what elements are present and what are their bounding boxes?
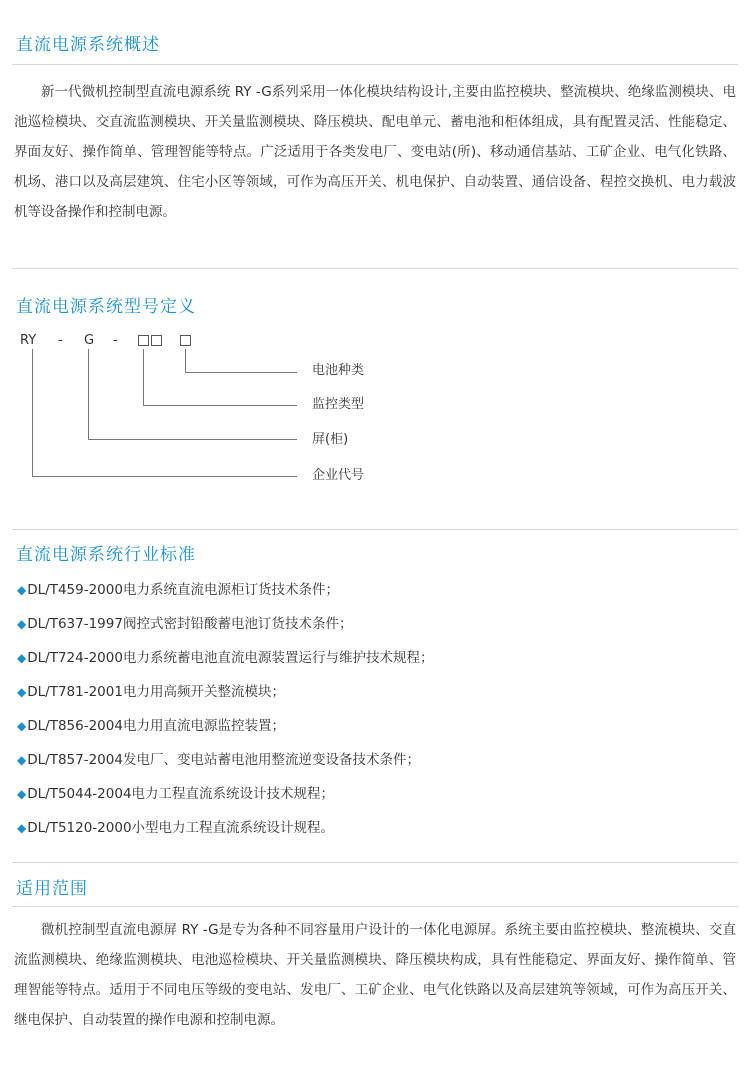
code-dash-1: -	[58, 333, 63, 348]
standard-item	[17, 675, 433, 709]
code-battery-box	[180, 333, 193, 349]
scope-divider	[12, 906, 738, 907]
standard-text: DL/T856-2004电力用直流电源监控装置；	[27, 718, 285, 734]
standard-item	[17, 641, 433, 675]
connector-monitor-v	[143, 349, 144, 405]
diamond-bullet-icon: ◆	[17, 651, 27, 665]
connector-company-h	[32, 476, 297, 477]
standard-item	[17, 709, 433, 743]
standard-text: DL/T781-2001电力用高频开关整流模块；	[27, 684, 285, 700]
code-monitor-boxes	[138, 333, 164, 349]
standard-item	[17, 607, 433, 641]
model-top-divider	[12, 268, 738, 269]
overview-title: 直流电源系统概述	[16, 35, 160, 55]
label-cabinet: 屏(柜)	[312, 432, 349, 447]
standard-text: DL/T459-2000电力系统直流电源柜订货技术条件；	[27, 582, 339, 598]
connector-cabinet-h	[88, 439, 297, 440]
scope-title: 适用范围	[16, 879, 88, 899]
standard-text: DL/T5044-2004电力工程直流系统设计技术规程；	[27, 786, 335, 802]
standard-text: DL/T5120-2000小型电力工程直流系统设计规程。	[27, 820, 335, 836]
diamond-bullet-icon: ◆	[17, 753, 27, 767]
model-title: 直流电源系统型号定义	[16, 297, 196, 317]
standards-title: 直流电源系统行业标准	[16, 545, 196, 565]
connector-cabinet-v	[88, 349, 89, 439]
code-dash-2: -	[113, 333, 118, 348]
standards-top-divider	[12, 529, 738, 530]
diamond-bullet-icon: ◆	[17, 583, 27, 597]
diamond-bullet-icon: ◆	[17, 787, 27, 801]
standard-item	[17, 743, 433, 777]
code-series: G	[84, 333, 95, 348]
overview-body: 新一代微机控制型直流电源系统 RY -G系列采用一体化模块结构设计,主要由监控模块、整流模块、绝缘监测模块、电池巡检模块、交直流监测模块、开关量监测模块、降压模块、配电单元、蓄电池和柜体组成，具有配置灵活、性能稳定、界面友好、操作简单、管理智能等特点。广泛适用于各类发电厂、变电站(所)、移动通信基站、工矿企业、电气化铁路、机场、港口以及高层建筑、住宅小区等领域，可作为高压开关、机电保护、自动装置、通信设备、程控交换机、电力载波机等设备操作和控制电源。	[14, 84, 736, 220]
connector-monitor-h	[143, 405, 297, 406]
standards-list	[17, 573, 433, 845]
placeholder-box-icon	[138, 335, 149, 346]
standard-item	[17, 777, 433, 811]
standard-item	[17, 811, 433, 845]
placeholder-box-icon	[180, 335, 191, 346]
label-monitor-type: 监控类型	[312, 397, 365, 412]
standard-text: DL/T724-2000电力系统蓄电池直流电源装置运行与维护技术规程；	[27, 650, 434, 666]
diamond-bullet-icon: ◆	[17, 617, 27, 631]
code-prefix: RY	[20, 333, 37, 348]
diamond-bullet-icon: ◆	[17, 821, 27, 835]
standard-text: DL/T637-1997阀控式密封铅酸蓄电池订货技术条件；	[27, 616, 353, 632]
diamond-bullet-icon: ◆	[17, 685, 27, 699]
scope-top-divider	[12, 862, 738, 863]
label-battery-type: 电池种类	[312, 363, 365, 378]
label-company-code: 企业代号	[312, 468, 365, 483]
diamond-bullet-icon: ◆	[17, 719, 27, 733]
placeholder-box-icon	[151, 335, 162, 346]
standard-text: DL/T857-2004发电厂、变电站蓄电池用整流逆变设备技术条件；	[27, 752, 420, 768]
connector-battery-v	[185, 349, 186, 372]
connector-battery-h	[185, 372, 297, 373]
standard-item	[17, 573, 433, 607]
scope-body: 微机控制型直流电源屏 RY -G是专为各种不同容量用户设计的一体化电源屏。系统主要由监控模块、整流模块、交直流监测模块、绝缘监测模块、电池巡检模块、开关量监测模块、降压模块构成，具有性能稳定、界面友好、操作简单、管理智能等特点。适用于不同电压等级的变电站、发电厂、工矿企业、电气化铁路以及高层建筑等领域，可作为高压开关、继电保护、自动装置的操作电源和控制电源。	[14, 922, 736, 1028]
connector-company-v	[32, 349, 33, 476]
